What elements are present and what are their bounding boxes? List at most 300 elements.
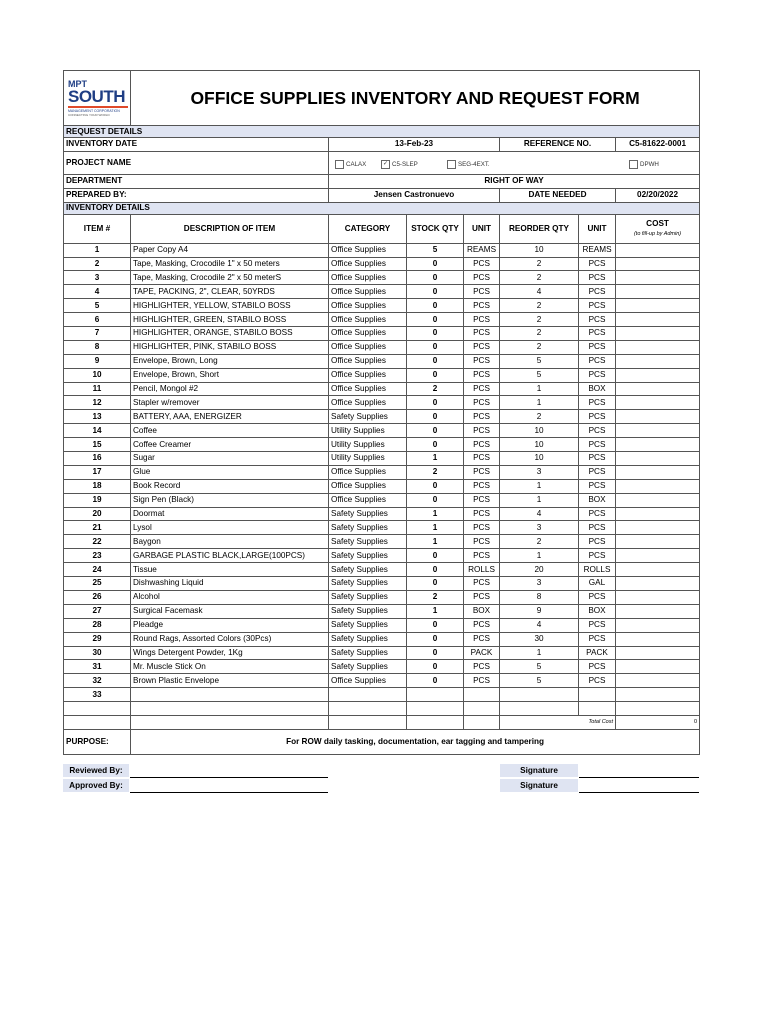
project-option-c5-slep[interactable]: ✓ C5-SLEP bbox=[382, 160, 418, 168]
item-category[interactable]: Utility Supplies bbox=[329, 452, 407, 466]
item-description[interactable]: Pleadge bbox=[131, 618, 329, 632]
stock-unit[interactable]: ROLLS bbox=[464, 563, 500, 577]
item-cost[interactable] bbox=[616, 299, 700, 313]
item-description[interactable]: Baygon bbox=[131, 535, 329, 549]
item-category[interactable]: Office Supplies bbox=[329, 674, 407, 688]
item-cost[interactable] bbox=[616, 563, 700, 577]
stock-qty[interactable]: 0 bbox=[407, 271, 464, 285]
reorder-qty[interactable]: 2 bbox=[500, 299, 579, 313]
item-description[interactable]: Stapler w/remover bbox=[131, 396, 329, 410]
item-category[interactable]: Safety Supplies bbox=[329, 535, 407, 549]
stock-unit[interactable]: PCS bbox=[464, 507, 500, 521]
item-category[interactable]: Office Supplies bbox=[329, 368, 407, 382]
item-cost[interactable] bbox=[616, 313, 700, 327]
item-category[interactable]: Safety Supplies bbox=[329, 660, 407, 674]
stock-unit[interactable]: PCS bbox=[464, 354, 500, 368]
reorder-qty[interactable]: 4 bbox=[500, 507, 579, 521]
stock-qty[interactable]: 0 bbox=[407, 327, 464, 341]
reorder-unit[interactable]: BOX bbox=[579, 382, 616, 396]
item-number[interactable]: 5 bbox=[64, 299, 131, 313]
item-category[interactable]: Safety Supplies bbox=[329, 604, 407, 618]
item-cost[interactable] bbox=[616, 396, 700, 410]
reorder-unit[interactable] bbox=[579, 688, 616, 702]
item-number[interactable]: 17 bbox=[64, 465, 131, 479]
item-description[interactable]: Alcohol bbox=[131, 590, 329, 604]
item-description[interactable]: HIGHLIGHTER, GREEN, STABILO BOSS bbox=[131, 313, 329, 327]
item-category[interactable]: Office Supplies bbox=[329, 271, 407, 285]
reorder-qty[interactable]: 9 bbox=[500, 604, 579, 618]
item-cost[interactable] bbox=[616, 618, 700, 632]
reorder-unit[interactable]: GAL bbox=[579, 577, 616, 591]
item-number[interactable]: 20 bbox=[64, 507, 131, 521]
stock-unit[interactable]: REAMS bbox=[464, 243, 500, 257]
item-description[interactable]: Envelope, Brown, Long bbox=[131, 354, 329, 368]
item-cost[interactable] bbox=[616, 604, 700, 618]
reorder-unit[interactable]: PCS bbox=[579, 327, 616, 341]
item-category[interactable]: Office Supplies bbox=[329, 340, 407, 354]
reorder-qty[interactable]: 2 bbox=[500, 271, 579, 285]
stock-unit[interactable]: PCS bbox=[464, 632, 500, 646]
item-description[interactable]: Tissue bbox=[131, 563, 329, 577]
reorder-unit[interactable]: PCS bbox=[579, 549, 616, 563]
stock-unit[interactable]: PCS bbox=[464, 396, 500, 410]
reorder-qty[interactable]: 2 bbox=[500, 535, 579, 549]
item-category[interactable]: Office Supplies bbox=[329, 243, 407, 257]
item-number[interactable]: 4 bbox=[64, 285, 131, 299]
reorder-qty[interactable]: 2 bbox=[500, 340, 579, 354]
stock-qty[interactable]: 0 bbox=[407, 299, 464, 313]
table-row bbox=[64, 340, 700, 354]
reorder-qty[interactable]: 10 bbox=[500, 424, 579, 438]
reorder-unit[interactable]: PCS bbox=[579, 590, 616, 604]
reorder-unit[interactable]: BOX bbox=[579, 604, 616, 618]
item-description[interactable]: HIGHLIGHTER, PINK, STABILO BOSS bbox=[131, 340, 329, 354]
stock-qty[interactable]: 0 bbox=[407, 396, 464, 410]
reorder-unit[interactable]: PCS bbox=[579, 674, 616, 688]
item-number[interactable]: 18 bbox=[64, 479, 131, 493]
reorder-unit[interactable]: PCS bbox=[579, 368, 616, 382]
item-number[interactable]: 22 bbox=[64, 535, 131, 549]
reorder-qty[interactable]: 3 bbox=[500, 521, 579, 535]
table-row bbox=[64, 271, 700, 285]
item-cost[interactable] bbox=[616, 549, 700, 563]
logo-tagline: CONNECTING YOUR WORLD bbox=[68, 112, 110, 117]
signature-line-1[interactable] bbox=[579, 764, 699, 778]
reorder-unit[interactable]: PCS bbox=[579, 271, 616, 285]
stock-unit[interactable] bbox=[464, 688, 500, 702]
reorder-unit[interactable]: PCS bbox=[579, 507, 616, 521]
stock-unit[interactable]: PCS bbox=[464, 535, 500, 549]
stock-qty[interactable]: 1 bbox=[407, 604, 464, 618]
stock-qty[interactable]: 0 bbox=[407, 340, 464, 354]
reorder-qty[interactable]: 1 bbox=[500, 646, 579, 660]
item-category[interactable]: Office Supplies bbox=[329, 382, 407, 396]
item-description[interactable]: Brown Plastic Envelope bbox=[131, 674, 329, 688]
item-category[interactable]: Safety Supplies bbox=[329, 590, 407, 604]
item-number[interactable]: 9 bbox=[64, 354, 131, 368]
item-description[interactable]: Tape, Masking, Crocodile 1" x 50 meters bbox=[131, 257, 329, 271]
stock-unit[interactable]: PCS bbox=[464, 618, 500, 632]
item-category[interactable]: Office Supplies bbox=[329, 327, 407, 341]
item-cost[interactable] bbox=[616, 354, 700, 368]
item-number[interactable]: 31 bbox=[64, 660, 131, 674]
item-cost[interactable] bbox=[616, 590, 700, 604]
item-cost[interactable] bbox=[616, 410, 700, 424]
item-description[interactable]: Wings Detergent Powder, 1Kg bbox=[131, 646, 329, 660]
item-category[interactable]: Office Supplies bbox=[329, 354, 407, 368]
stock-unit[interactable]: PCS bbox=[464, 368, 500, 382]
reorder-unit[interactable]: PCS bbox=[579, 257, 616, 271]
stock-unit[interactable]: PCS bbox=[464, 382, 500, 396]
stock-qty[interactable]: 0 bbox=[407, 618, 464, 632]
item-number[interactable]: 2 bbox=[64, 257, 131, 271]
reorder-unit[interactable]: PCS bbox=[579, 424, 616, 438]
item-category[interactable]: Safety Supplies bbox=[329, 521, 407, 535]
item-cost[interactable] bbox=[616, 438, 700, 452]
reorder-unit[interactable]: PACK bbox=[579, 646, 616, 660]
stock-qty[interactable]: 0 bbox=[407, 285, 464, 299]
item-category[interactable]: Office Supplies bbox=[329, 299, 407, 313]
item-number[interactable]: 29 bbox=[64, 632, 131, 646]
reorder-qty[interactable]: 2 bbox=[500, 313, 579, 327]
stock-qty[interactable] bbox=[407, 688, 464, 702]
reorder-unit[interactable]: PCS bbox=[579, 354, 616, 368]
reorder-unit[interactable]: PCS bbox=[579, 438, 616, 452]
stock-qty[interactable]: 0 bbox=[407, 354, 464, 368]
reorder-qty[interactable]: 2 bbox=[500, 410, 579, 424]
item-cost[interactable] bbox=[616, 271, 700, 285]
checkbox-checked-icon[interactable]: ✓ bbox=[382, 160, 389, 167]
item-number[interactable]: 24 bbox=[64, 563, 131, 577]
reorder-qty[interactable]: 8 bbox=[500, 590, 579, 604]
reorder-qty[interactable]: 10 bbox=[500, 452, 579, 466]
item-description[interactable]: Doormat bbox=[131, 507, 329, 521]
stock-qty[interactable]: 0 bbox=[407, 646, 464, 660]
item-description[interactable]: Round Rags, Assorted Colors (30Pcs) bbox=[131, 632, 329, 646]
item-category[interactable]: Safety Supplies bbox=[329, 632, 407, 646]
item-cost[interactable] bbox=[616, 688, 700, 702]
item-description[interactable]: BATTERY, AAA, ENERGIZER bbox=[131, 410, 329, 424]
table-row bbox=[64, 327, 700, 341]
item-category[interactable]: Safety Supplies bbox=[329, 563, 407, 577]
item-cost[interactable] bbox=[616, 368, 700, 382]
reorder-unit[interactable]: PCS bbox=[579, 535, 616, 549]
item-description[interactable] bbox=[131, 688, 329, 702]
table-row bbox=[64, 535, 700, 549]
reorder-qty[interactable]: 5 bbox=[500, 368, 579, 382]
item-number[interactable]: 10 bbox=[64, 368, 131, 382]
stock-qty[interactable]: 1 bbox=[407, 452, 464, 466]
reorder-qty[interactable] bbox=[500, 688, 579, 702]
item-number[interactable]: 15 bbox=[64, 438, 131, 452]
item-cost[interactable] bbox=[616, 424, 700, 438]
item-category[interactable]: Utility Supplies bbox=[329, 424, 407, 438]
item-cost[interactable] bbox=[616, 577, 700, 591]
reorder-unit[interactable]: PCS bbox=[579, 479, 616, 493]
item-number[interactable]: 26 bbox=[64, 590, 131, 604]
reorder-qty[interactable]: 1 bbox=[500, 493, 579, 507]
item-cost[interactable] bbox=[616, 465, 700, 479]
checkbox-icon[interactable] bbox=[335, 160, 344, 169]
purpose-label: PURPOSE: bbox=[64, 729, 131, 754]
project-option-dpwh[interactable]: DPWH bbox=[629, 159, 659, 171]
item-category[interactable]: Office Supplies bbox=[329, 257, 407, 271]
item-cost[interactable] bbox=[616, 632, 700, 646]
item-description[interactable]: Surgical Facemask bbox=[131, 604, 329, 618]
stock-unit[interactable]: PCS bbox=[464, 577, 500, 591]
prepared-by-field[interactable]: Jensen Castronuevo bbox=[329, 188, 500, 202]
reorder-unit[interactable]: PCS bbox=[579, 396, 616, 410]
blank-row bbox=[64, 702, 700, 716]
inventory-date-row bbox=[64, 138, 700, 152]
stock-unit[interactable]: PCS bbox=[464, 327, 500, 341]
stock-qty[interactable]: 0 bbox=[407, 438, 464, 452]
reorder-qty[interactable]: 10 bbox=[500, 243, 579, 257]
stock-unit[interactable]: PCS bbox=[464, 493, 500, 507]
stock-qty[interactable]: 0 bbox=[407, 549, 464, 563]
stock-unit[interactable]: PCS bbox=[464, 424, 500, 438]
reorder-qty[interactable]: 10 bbox=[500, 438, 579, 452]
item-cost[interactable] bbox=[616, 327, 700, 341]
item-category[interactable]: Safety Supplies bbox=[329, 618, 407, 632]
item-description[interactable]: Glue bbox=[131, 465, 329, 479]
item-cost[interactable] bbox=[616, 493, 700, 507]
item-category[interactable]: Office Supplies bbox=[329, 285, 407, 299]
checkbox-icon[interactable] bbox=[629, 160, 638, 169]
stock-qty[interactable]: 2 bbox=[407, 590, 464, 604]
stock-qty[interactable]: 0 bbox=[407, 479, 464, 493]
stock-unit[interactable]: PCS bbox=[464, 479, 500, 493]
reorder-unit[interactable]: PCS bbox=[579, 465, 616, 479]
item-description[interactable]: Coffee Creamer bbox=[131, 438, 329, 452]
col-header-category: CATEGORY bbox=[329, 214, 407, 243]
reviewed-by-line[interactable] bbox=[130, 764, 328, 778]
item-category[interactable] bbox=[329, 688, 407, 702]
stock-unit[interactable]: PCS bbox=[464, 674, 500, 688]
reorder-qty[interactable]: 5 bbox=[500, 674, 579, 688]
item-number[interactable]: 25 bbox=[64, 577, 131, 591]
item-description[interactable]: Envelope, Brown, Short bbox=[131, 368, 329, 382]
reorder-qty[interactable]: 1 bbox=[500, 479, 579, 493]
item-cost[interactable] bbox=[616, 660, 700, 674]
item-category[interactable]: Safety Supplies bbox=[329, 507, 407, 521]
item-number[interactable]: 14 bbox=[64, 424, 131, 438]
item-cost[interactable] bbox=[616, 382, 700, 396]
item-number[interactable]: 13 bbox=[64, 410, 131, 424]
reference-no-field[interactable]: C5-81622-0001 bbox=[616, 138, 700, 152]
stock-qty[interactable]: 0 bbox=[407, 577, 464, 591]
prepared-by-row bbox=[64, 188, 700, 202]
stock-unit[interactable]: PCS bbox=[464, 313, 500, 327]
item-cost[interactable] bbox=[616, 535, 700, 549]
reorder-unit[interactable]: PCS bbox=[579, 299, 616, 313]
item-number[interactable]: 30 bbox=[64, 646, 131, 660]
reorder-unit[interactable]: BOX bbox=[579, 493, 616, 507]
stock-unit[interactable]: PCS bbox=[464, 549, 500, 563]
stock-qty[interactable]: 0 bbox=[407, 410, 464, 424]
item-cost[interactable] bbox=[616, 257, 700, 271]
reorder-qty[interactable]: 1 bbox=[500, 382, 579, 396]
item-category[interactable]: Safety Supplies bbox=[329, 549, 407, 563]
reorder-unit[interactable]: PCS bbox=[579, 313, 616, 327]
item-description[interactable]: TAPE, PACKING, 2", CLEAR, 50YRDS bbox=[131, 285, 329, 299]
reorder-qty[interactable]: 2 bbox=[500, 327, 579, 341]
reorder-unit[interactable]: PCS bbox=[579, 410, 616, 424]
item-description[interactable]: HIGHLIGHTER, ORANGE, STABILO BOSS bbox=[131, 327, 329, 341]
stock-qty[interactable]: 0 bbox=[407, 368, 464, 382]
table-row bbox=[64, 382, 700, 396]
item-category[interactable]: Office Supplies bbox=[329, 479, 407, 493]
item-description[interactable]: Sugar bbox=[131, 452, 329, 466]
reorder-qty[interactable]: 20 bbox=[500, 563, 579, 577]
project-option-seg-4ext[interactable]: SEG-4EXT. bbox=[447, 159, 490, 171]
stock-unit[interactable]: PCS bbox=[464, 285, 500, 299]
reorder-unit[interactable]: PCS bbox=[579, 618, 616, 632]
item-number[interactable]: 1 bbox=[64, 243, 131, 257]
item-category[interactable]: Office Supplies bbox=[329, 313, 407, 327]
item-number[interactable]: 21 bbox=[64, 521, 131, 535]
reorder-qty[interactable]: 1 bbox=[500, 549, 579, 563]
reorder-qty[interactable]: 3 bbox=[500, 465, 579, 479]
item-cost[interactable] bbox=[616, 285, 700, 299]
item-number[interactable]: 12 bbox=[64, 396, 131, 410]
item-cost[interactable] bbox=[616, 674, 700, 688]
reorder-qty[interactable]: 3 bbox=[500, 577, 579, 591]
date-needed-field[interactable]: 02/20/2022 bbox=[616, 188, 700, 202]
project-option-calax[interactable]: CALAX bbox=[335, 159, 366, 171]
stock-qty[interactable]: 1 bbox=[407, 535, 464, 549]
reorder-unit[interactable]: PCS bbox=[579, 452, 616, 466]
stock-unit[interactable]: PACK bbox=[464, 646, 500, 660]
reorder-unit[interactable]: PCS bbox=[579, 660, 616, 674]
stock-unit[interactable]: PCS bbox=[464, 340, 500, 354]
table-row bbox=[64, 313, 700, 327]
item-number[interactable]: 19 bbox=[64, 493, 131, 507]
stock-qty[interactable]: 0 bbox=[407, 313, 464, 327]
stock-qty[interactable]: 1 bbox=[407, 521, 464, 535]
reorder-unit[interactable]: PCS bbox=[579, 521, 616, 535]
reorder-unit[interactable]: PCS bbox=[579, 340, 616, 354]
inventory-date-field[interactable]: 13-Feb-23 bbox=[329, 138, 500, 152]
col-header-description: DESCRIPTION OF ITEM bbox=[131, 214, 329, 243]
table-row bbox=[64, 688, 700, 702]
logo-accent-bar bbox=[68, 106, 128, 108]
item-number[interactable]: 8 bbox=[64, 340, 131, 354]
item-category[interactable]: Safety Supplies bbox=[329, 646, 407, 660]
stock-qty[interactable]: 2 bbox=[407, 382, 464, 396]
reorder-qty[interactable]: 4 bbox=[500, 285, 579, 299]
reorder-unit[interactable]: PCS bbox=[579, 632, 616, 646]
stock-unit[interactable]: PCS bbox=[464, 452, 500, 466]
stock-qty[interactable]: 0 bbox=[407, 632, 464, 646]
item-description[interactable]: Pencil, Mongol #2 bbox=[131, 382, 329, 396]
item-number[interactable]: 3 bbox=[64, 271, 131, 285]
stock-unit[interactable]: BOX bbox=[464, 604, 500, 618]
reorder-qty[interactable]: 30 bbox=[500, 632, 579, 646]
stock-qty[interactable]: 5 bbox=[407, 243, 464, 257]
stock-unit[interactable]: PCS bbox=[464, 257, 500, 271]
stock-unit[interactable]: PCS bbox=[464, 410, 500, 424]
stock-qty[interactable]: 0 bbox=[407, 660, 464, 674]
reorder-unit[interactable]: PCS bbox=[579, 285, 616, 299]
item-category[interactable]: Office Supplies bbox=[329, 396, 407, 410]
item-number[interactable]: 28 bbox=[64, 618, 131, 632]
item-description[interactable]: Tape, Masking, Crocodile 2" x 50 meterS bbox=[131, 271, 329, 285]
purpose-field[interactable]: For ROW daily tasking, documentation, ear tagging and tampering bbox=[131, 729, 700, 754]
signature-line-2[interactable] bbox=[579, 779, 699, 793]
stock-qty[interactable]: 2 bbox=[407, 465, 464, 479]
item-description[interactable]: Book Record bbox=[131, 479, 329, 493]
item-number[interactable]: 16 bbox=[64, 452, 131, 466]
item-cost[interactable] bbox=[616, 243, 700, 257]
stock-unit[interactable]: PCS bbox=[464, 271, 500, 285]
item-description[interactable]: Lysol bbox=[131, 521, 329, 535]
stock-qty[interactable]: 0 bbox=[407, 563, 464, 577]
reorder-unit[interactable]: ROLLS bbox=[579, 563, 616, 577]
item-number[interactable]: 32 bbox=[64, 674, 131, 688]
item-category[interactable]: Utility Supplies bbox=[329, 438, 407, 452]
item-description[interactable]: Mr. Muscle Stick On bbox=[131, 660, 329, 674]
reorder-qty[interactable]: 5 bbox=[500, 660, 579, 674]
item-cost[interactable] bbox=[616, 479, 700, 493]
approved-by-line[interactable] bbox=[130, 779, 328, 793]
reorder-qty[interactable]: 4 bbox=[500, 618, 579, 632]
table-row bbox=[64, 618, 700, 632]
item-cost[interactable] bbox=[616, 340, 700, 354]
reorder-qty[interactable]: 1 bbox=[500, 396, 579, 410]
checkbox-icon[interactable] bbox=[447, 160, 456, 169]
item-description[interactable]: Coffee bbox=[131, 424, 329, 438]
stock-unit[interactable]: PCS bbox=[464, 299, 500, 313]
table-row bbox=[64, 243, 700, 257]
item-number[interactable]: 7 bbox=[64, 327, 131, 341]
item-number[interactable]: 27 bbox=[64, 604, 131, 618]
item-category[interactable]: Office Supplies bbox=[329, 493, 407, 507]
item-category[interactable]: Safety Supplies bbox=[329, 410, 407, 424]
item-description[interactable]: Paper Copy A4 bbox=[131, 243, 329, 257]
item-number[interactable]: 33 bbox=[64, 688, 131, 702]
department-field[interactable]: RIGHT OF WAY bbox=[329, 174, 700, 188]
item-cost[interactable] bbox=[616, 452, 700, 466]
stock-qty[interactable]: 0 bbox=[407, 674, 464, 688]
stock-unit[interactable]: PCS bbox=[464, 465, 500, 479]
stock-qty[interactable]: 1 bbox=[407, 507, 464, 521]
item-description[interactable]: GARBAGE PLASTIC BLACK,LARGE(100PCS) bbox=[131, 549, 329, 563]
item-description[interactable]: Dishwashing Liquid bbox=[131, 577, 329, 591]
stock-qty[interactable]: 0 bbox=[407, 424, 464, 438]
stock-unit[interactable]: PCS bbox=[464, 521, 500, 535]
item-description[interactable]: HIGHLIGHTER, YELLOW, STABILO BOSS bbox=[131, 299, 329, 313]
reorder-qty[interactable]: 2 bbox=[500, 257, 579, 271]
item-cost[interactable] bbox=[616, 507, 700, 521]
item-number[interactable]: 23 bbox=[64, 549, 131, 563]
item-number[interactable]: 6 bbox=[64, 313, 131, 327]
reorder-unit[interactable]: REAMS bbox=[579, 243, 616, 257]
stock-unit[interactable]: PCS bbox=[464, 590, 500, 604]
item-description[interactable]: Sign Pen (Black) bbox=[131, 493, 329, 507]
item-category[interactable]: Safety Supplies bbox=[329, 577, 407, 591]
item-category[interactable]: Office Supplies bbox=[329, 465, 407, 479]
stock-unit[interactable]: PCS bbox=[464, 660, 500, 674]
item-cost[interactable] bbox=[616, 521, 700, 535]
stock-qty[interactable]: 0 bbox=[407, 493, 464, 507]
item-number[interactable]: 11 bbox=[64, 382, 131, 396]
stock-unit[interactable]: PCS bbox=[464, 438, 500, 452]
table-row bbox=[64, 299, 700, 313]
item-cost[interactable] bbox=[616, 646, 700, 660]
reorder-qty[interactable]: 5 bbox=[500, 354, 579, 368]
stock-qty[interactable]: 0 bbox=[407, 257, 464, 271]
